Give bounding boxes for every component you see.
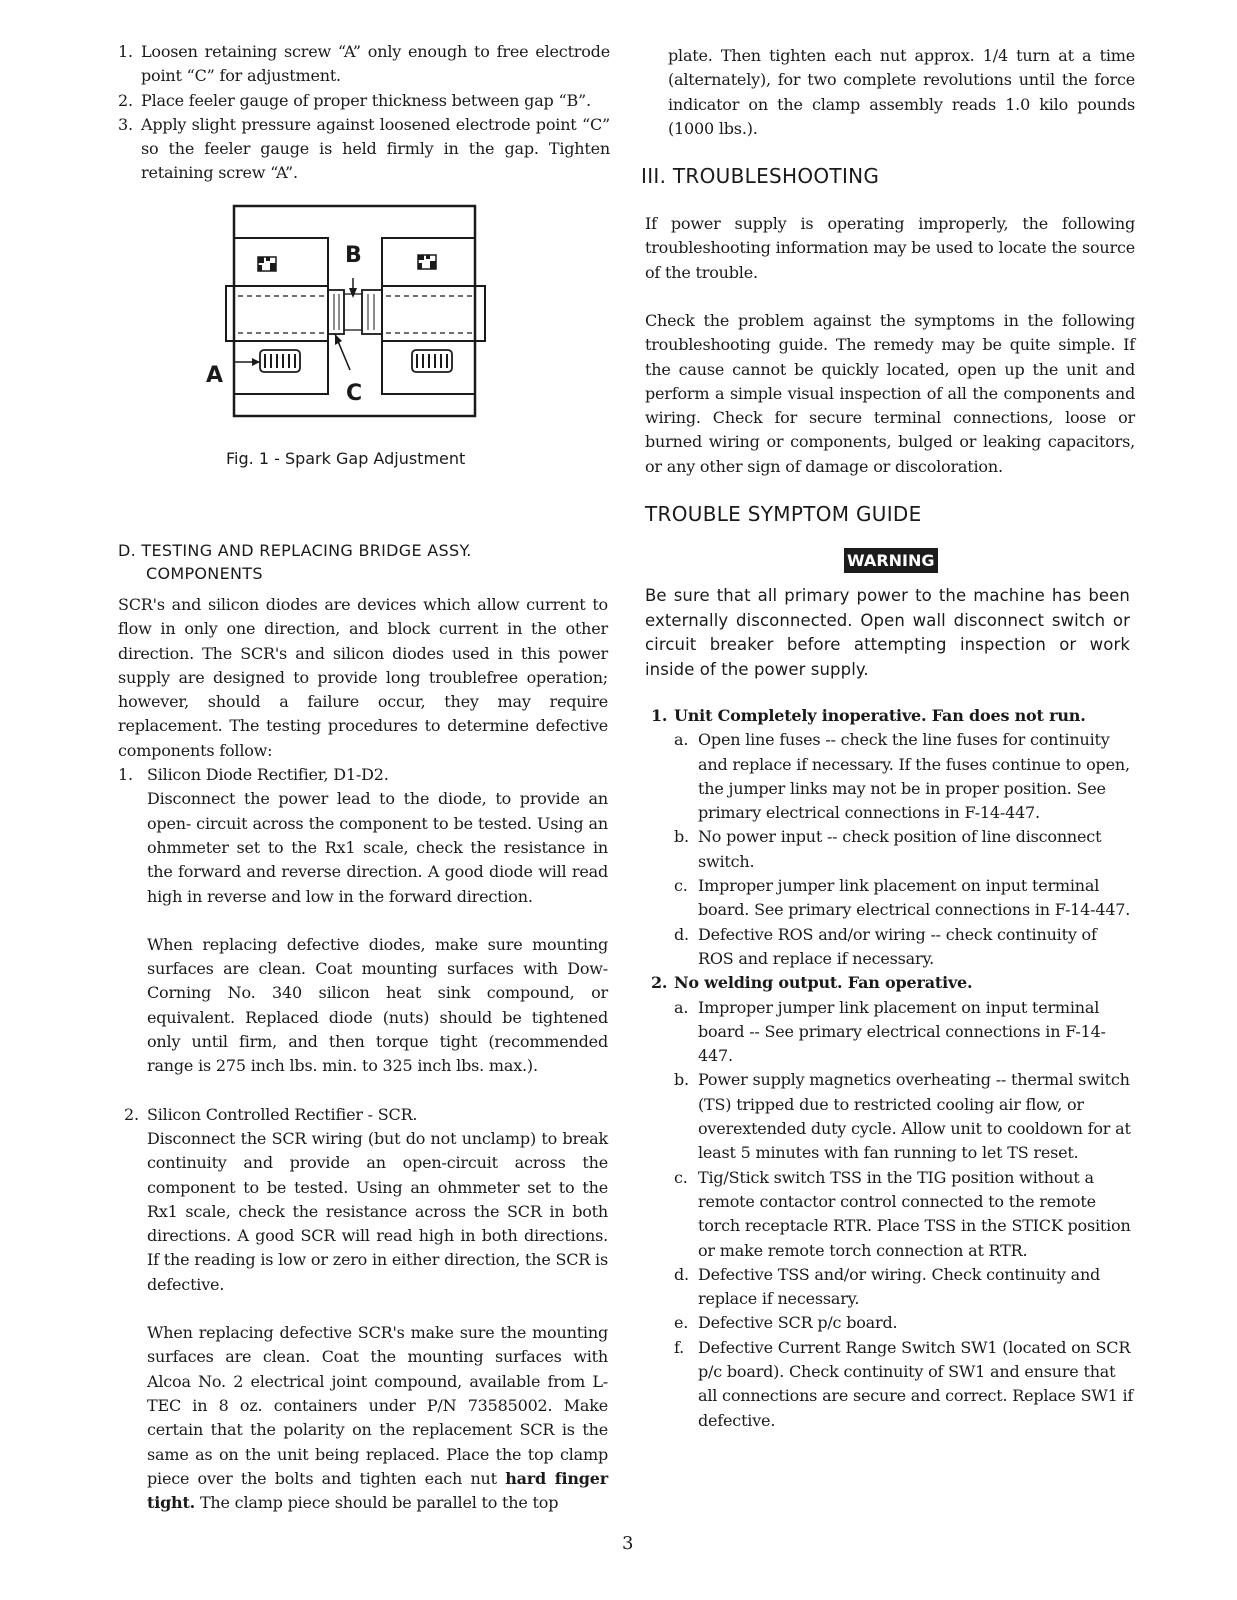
symptom-title: No welding output. Fan operative.	[674, 973, 973, 993]
symptom-group: 1. Unit Completely inoperative. Fan does not run. a. Open line fuses -- check the line fuses for continuity and replace if necessary. If the fuses continue to open, the jumper links may not be in proper position. See primary electrical connections in F-14-447. b. No power input -- check position of line disconnect switch. c. Improper jumper link placement on input terminal board. See primary electrical connections in F-14-447. d. Defective ROS and/or wiring -- check continuity of ROS and replace if necessary.	[645, 704, 1135, 971]
symptom-remedy: c. Tig/Stick switch TSS in the TIG position without a remote contactor control connected to the remote torch receptacle RTR. Place TSS in the STICK position or make remote torch connection at RTR.	[674, 1167, 1131, 1260]
symptom-list	[645, 704, 1135, 1433]
symptom-remedy: c. Improper jumper link placement on input terminal board. See primary electrical connections in F-14-447.	[674, 876, 1131, 920]
spark-gap-figure	[200, 200, 500, 430]
troubleshooting-intro: If power supply is operating improperly, the following troubleshooting information may be used to locate the source of the trouble.	[645, 214, 1135, 282]
diode-replace-text: When replacing defective diodes, make sure mounting surfaces are clean. Coat mounting surfaces with Dow-Corning No. 340 silicon heat sink compound, or equivalent. Replaced diode (nuts) should be tightened only until firm, and then torque tight (recommended range is 275 inch lbs. min. to 325 inch lbs. max.).	[147, 934, 608, 1076]
troubleshooting-guidance: Check the problem against the symptoms in the following troubleshooting guide. The remedy may be quite simple. If the cause cannot be quickly located, open up the unit and perform a simple visual inspection of all the components and wiring. Check for secure terminal connections, loose or burned wiring or components, bulged or leaking capacitors, or any other sign of damage or discoloration.	[645, 311, 1135, 476]
symptom-remedy: d. Defective TSS and/or wiring. Check continuity and replace if necessary.	[674, 1264, 1101, 1309]
diode-test-item: 1. Silicon Diode Rectifier, D1-D2. Disconnect the power lead to the diode, to provide an open- circuit across the component to be tested. Using an ohmmeter set to the Rx1 scale, check the resistance in the forward and reverse direction. A good diode will read high in reverse and low in the forward direction. When replacing defective diodes, make sure mounting surfaces are clean. Coat mounting surfaces with Dow-Corning No. 340 silicon heat sink compound, or equivalent. Replaced diode (nuts) should be tightened only until firm, and then torque tight (recommended range is 275 inch lbs. min. to 325 inch lbs. max.).	[118, 763, 608, 1079]
troubleshooting-heading: III. TROUBLESHOOTING	[641, 164, 880, 188]
step-item: 2. Place feeler gauge of proper thickness between gap “B”.	[118, 90, 591, 110]
figure-caption: Fig. 1 - Spark Gap Adjustment	[226, 449, 466, 468]
symptom-group: 2. No welding output. Fan operative. a. Improper jumper link placement on input terminal board -- See primary electrical connections in F-14-447. b. Power supply magnetics overheating -- thermal switch (TS) tripped due to restricted cooling air flow, or overextended duty cycle. Allow unit to cooldown for at least 5 minutes with fan running to let TS reset. c. Tig/Stick switch TSS in the TIG position without a remote contactor control connected to the remote torch receptacle RTR. Place TSS in the STICK position or make remote torch connection at RTR. d. Defective TSS and/or wiring. Check continuity and replace if necessary. e. Defective SCR p/c board. f. Defective Current Range Switch SW1 (located on SCR p/c board). Check continuity of SW1 and ensure that all connections are secure and correct. Replace SW1 if defective.	[645, 971, 1135, 1433]
symptom-remedy: a. Open line fuses -- check the line fuses for continuity and replace if necessary. If the fuses continue to open, the jumper links may not be in proper position. See primary electrical connections in F-14-447.	[674, 730, 1130, 823]
scr-test-title: Silicon Controlled Rectifier - SCR.	[147, 1104, 418, 1124]
diode-test-text: Disconnect the power lead to the diode, to provide an open- circuit across the component to be tested. Using an ohmmeter set to the Rx1 scale, check the resistance in the forward and reverse direction. A good diode will read high in reverse and low in the forward direction.	[147, 789, 608, 906]
warning-text: Be sure that all primary power to the machine has been externally disconnected. Open wall disconnect switch or circuit breaker before attempting inspection or work inside of the power supply.	[645, 586, 1130, 679]
step-item: 3. Apply slight pressure against loosened electrode point “C” so the feeler gauge is held firmly in the gap. Tighten retaining screw “A”.	[118, 114, 610, 183]
step-text: Place feeler gauge of proper thickness between gap “B”.	[141, 90, 591, 110]
figure-label-a: A	[206, 363, 224, 388]
symptom-remedy: d. Defective ROS and/or wiring -- check continuity of ROS and replace if necessary.	[674, 924, 1097, 968]
symptom-remedy: f. Defective Current Range Switch SW1 (located on SCR p/c board). Check continuity of SW1 and ensure that all connections are secure and correct. Replace SW1 if defective.	[674, 1337, 1134, 1430]
symptom-remedy: a. Improper jumper link placement on input terminal board -- See primary electrical connections in F-14-447.	[674, 997, 1106, 1066]
scr-test-item: 2. Silicon Controlled Rectifier - SCR. Disconnect the SCR wiring (but do not unclamp) to break continuity and provide an open-circuit across the component to be tested. Using an ohmmeter set to the Rx1 scale, check the resistance across the SCR in both directions. A good SCR will read high in both directions. If the reading is low or zero in either direction, the SCR is defective. When replacing defective SCR's make sure the mounting surfaces are clean. Coat the mounting surfaces with Alcoa No. 2 electrical joint compound, available from L-TEC in 8 oz. containers under P/N 73585002. Make certain that the polarity on the replacement SCR is the same as on the unit being replaced. Place the top clamp piece over the bolts and tighten each nut hard finger tight. The clamp piece should be parallel to the top	[118, 1103, 608, 1516]
step-text: Apply slight pressure against loosened electrode point “C” so the feeler gauge is held firmly in the gap. Tighten retaining screw “A”.	[141, 114, 610, 183]
diode-test-title: Silicon Diode Rectifier, D1-D2.	[147, 765, 389, 785]
step-item: 1. Loosen retaining screw “A” only enough to free electrode point “C” for adjustment.	[118, 42, 610, 86]
symptom-title: Unit Completely inoperative. Fan does not run.	[674, 706, 1086, 725]
symptom-remedy: b. No power input -- check position of line disconnect switch.	[674, 827, 1102, 871]
symptom-guide-heading: TROUBLE SYMPTOM GUIDE	[645, 502, 922, 526]
scr-test-text: Disconnect the SCR wiring (but do not unclamp) to break continuity and provide an open-circuit across the component to be tested. Using an ohmmeter set to the Rx1 scale, check the resistance across the SCR in both directions. A good SCR will read high in both directions. If the reading is low or zero in either direction, the SCR is defective.	[147, 1128, 608, 1294]
section-d-heading: D. TESTING AND REPLACING BRIDGE ASSY. COMPONENTS	[118, 541, 472, 583]
section-d	[118, 539, 608, 1515]
step-text: Loosen retaining screw “A” only enough to free electrode point “C” for adjustment.	[141, 42, 610, 86]
symptom-remedy: e. Defective SCR p/c board.	[674, 1313, 898, 1333]
symptom-remedy: b. Power supply magnetics overheating -- thermal switch (TS) tripped due to restricted cooling air flow, or overextended duty cycle. Allow unit to cooldown for at least 5 minutes with fan running to let TS reset.	[674, 1070, 1131, 1163]
page-number: 3	[622, 1533, 634, 1554]
clamp-continuation: plate. Then tighten each nut approx. 1/4 turn at a time (alternately), for two complete revolutions until the force indicator on the clamp assembly reads 1.0 kilo pounds (1000 lbs.).	[668, 46, 1135, 138]
scr-replace-text: When replacing defective SCR's make sure the mounting surfaces are clean. Coat the mounting surfaces with Alcoa No. 2 electrical joint compound, available from L-TEC in 8 oz. containers under P/N 73585002. Make certain that the polarity on the replacement SCR is the same as on the unit being replaced. Place the top clamp piece over the bolts and tighten each nut hard finger tight. The clamp piece should be parallel to the top	[147, 1323, 608, 1513]
section-d-intro: SCR's and silicon diodes are devices which allow current to flow in only one direction, and block current in the other direction. The SCR's and silicon diodes used in this power supply are designed to provide long troublefree operation; however, should a failure occur, they may require replacement. The testing procedures to determine defective components follow:	[118, 595, 608, 760]
adjustment-steps	[118, 40, 610, 186]
figure-label-b: B	[345, 243, 362, 268]
figure-label-c: C	[346, 381, 363, 406]
warning-badge: WARNING	[844, 548, 938, 573]
